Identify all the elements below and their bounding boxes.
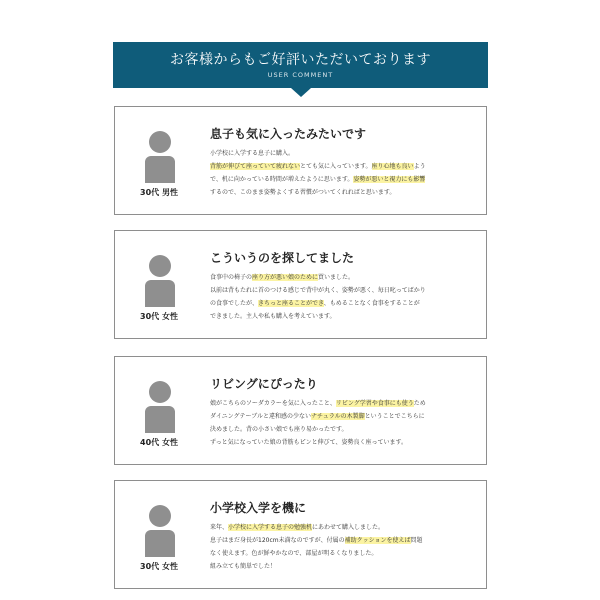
review-line [210, 147, 480, 160]
review-text: で、机に向かっている時間が増えたように思います。 [210, 176, 354, 183]
review-line [210, 297, 480, 310]
review-text: の食事でしたが、 [210, 300, 259, 307]
review-text: 来年、 [210, 524, 229, 531]
review-body [210, 147, 480, 199]
review-line [210, 436, 480, 449]
reviewer-age-gender: 30代 女性 [140, 312, 178, 321]
header-arrow [291, 88, 311, 97]
review-line [210, 173, 480, 186]
review-text: 、もめることなく食事をすることが [323, 300, 420, 307]
review-card [114, 356, 487, 465]
highlighted-text: 姿勢が悪いと視力にも影響 [353, 176, 426, 183]
review-line [210, 310, 480, 323]
review-line [210, 160, 480, 173]
review-line [210, 547, 480, 560]
highlighted-text: 小学校に入学する息子の勉強机 [228, 524, 313, 531]
review-title: リビングにぴったり [210, 377, 318, 391]
review-title: 小学校入学を機に [210, 501, 307, 515]
reviewer-age-gender: 30代 女性 [140, 562, 178, 571]
review-line [210, 186, 480, 199]
avatar-body [145, 530, 175, 557]
review-text: よう [413, 163, 426, 170]
review-text: 決めました。背の小さい娘でも座り易かったです。 [210, 426, 348, 433]
review-title: こういうのを探してました [210, 251, 355, 265]
highlighted-text: 補助クッションを使えば [344, 537, 411, 544]
user-comment-header [113, 42, 488, 88]
avatar-head [149, 381, 171, 403]
review-card [114, 230, 487, 339]
highlighted-text: リビング学習や食事にも使う [335, 400, 414, 407]
review-text: できました。主人や私も購入を考えています。 [210, 313, 336, 320]
user-avatar-icon [145, 381, 175, 433]
reviewer-age-gender: 30代 男性 [140, 188, 178, 197]
highlighted-text: 座り方が悪い娘のために [252, 274, 319, 281]
review-text: ダイニングテーブルと違和感の少ない [210, 413, 311, 420]
avatar-body [145, 280, 175, 307]
review-text: 以前は背もたれに首のつける感じで背中が丸く、姿勢が悪く、毎日叱ってばかり [210, 287, 426, 294]
reviewer-age-gender: 40代 女性 [140, 438, 178, 447]
review-line [210, 284, 480, 297]
review-body [210, 397, 480, 449]
review-text: ということでこちらに [364, 413, 425, 420]
header-title: お客様からもご好評いただいております [170, 52, 431, 68]
highlighted-text: 座り心地も良い [371, 163, 414, 170]
highlighted-text: 背筋が伸びて座っていて疲れない [210, 163, 301, 170]
review-line [210, 271, 480, 284]
avatar-body [145, 156, 175, 183]
review-text: 問題 [410, 537, 423, 544]
review-text: 買いました。 [318, 274, 355, 281]
review-line [210, 521, 480, 534]
review-line [210, 560, 480, 573]
review-line [210, 423, 480, 436]
review-line [210, 534, 480, 547]
user-avatar-icon [145, 505, 175, 557]
user-avatar-icon [145, 131, 175, 183]
review-title: 息子も気に入ったみたいです [210, 127, 367, 141]
avatar-head [149, 255, 171, 277]
header-subtitle: USER COMMENT [267, 71, 334, 79]
review-text: なく使えます。色が鮮やかなので、部屋が明るくなりました。 [210, 550, 378, 557]
review-card [114, 106, 487, 215]
avatar-head [149, 505, 171, 527]
review-text: 組み立ても簡単でした！ [210, 563, 277, 570]
review-text: にあわせて購入しました。 [312, 524, 385, 531]
review-line [210, 397, 480, 410]
user-avatar-icon [145, 255, 175, 307]
highlighted-text: きちっと座ることができ [258, 300, 324, 307]
review-body [210, 521, 480, 573]
review-text: とても気に入っています。 [300, 163, 372, 170]
review-text: 息子はまだ身長が120cm未満なのですが、付属の [210, 537, 345, 544]
review-text: 娘がこちらのソーダカラーを気に入ったこと、 [210, 400, 336, 407]
review-text: 食事中の椅子の [210, 274, 253, 281]
review-line [210, 410, 480, 423]
avatar-head [149, 131, 171, 153]
review-text: ため [413, 400, 426, 407]
review-card [114, 480, 487, 589]
highlighted-text: ナチュラルの木製脚 [310, 413, 365, 420]
review-body [210, 271, 480, 323]
avatar-body [145, 406, 175, 433]
review-text: ずっと気になっていた娘の背筋もピンと伸びて、姿勢良く座っています。 [210, 439, 408, 446]
review-text: 小学校に入学する息子に購入。 [210, 150, 295, 157]
review-text: するので、このまま姿勢よくする習慣がついてくれればと思います。 [210, 189, 396, 196]
